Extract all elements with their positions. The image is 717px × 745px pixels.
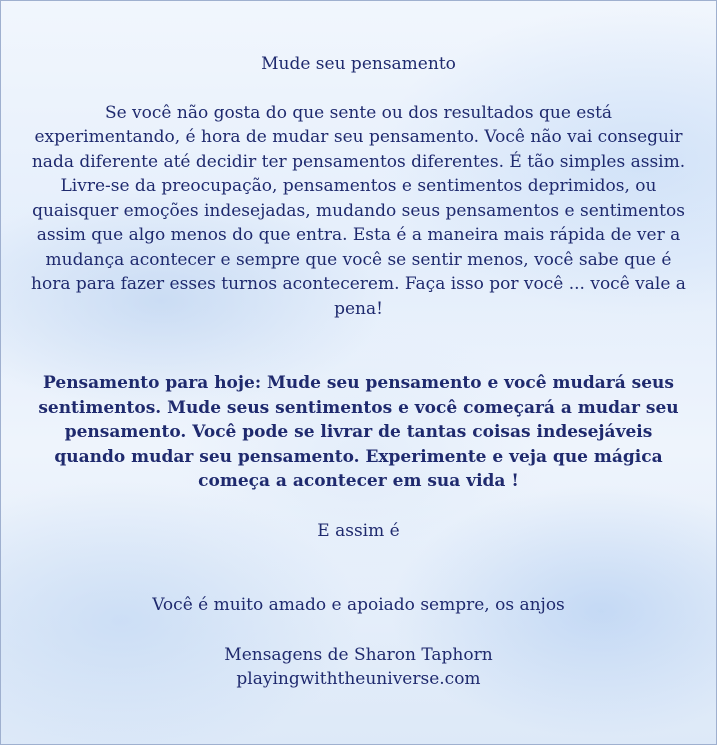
credit-author: Mensagens de Sharon Taphorn bbox=[224, 644, 493, 665]
message-body: Se você não gosta do que sente ou dos resultados que está experimentando, é hora de mudar seu pensamento. Você não vai conseguir nada diferente até decidir ter pensamentos diferentes. É tão simples assim. Livre-se da preocupação, pensamentos e sentimentos deprimidos, ou quaisquer emoções indesejadas, mudando seus pensamentos e sentimentos assim que algo menos do que entra. Esta é a maneira mais rápida de ver a mudança acontecer e sempre que você se sentir menos, você sabe que é hora para fazer esses turnos acontecerem. Faça isso por você ... você vale a pena! bbox=[31, 102, 686, 319]
message-content bbox=[31, 52, 686, 692]
thought-for-today: Pensamento para hoje: Mude seu pensamento e você mudará seus sentimentos. Mude seus sentimentos e você começará a mudar seu pensamento. Você pode se livrar de tantas coisas indesejáveis quando mudar seu pensamento. Experimente e veja que mágica começa a acontecer em sua vida ! bbox=[38, 373, 679, 491]
credit-website: playingwiththeuniverse.com bbox=[236, 669, 481, 689]
message-title: Mude seu pensamento bbox=[261, 54, 456, 74]
closing-line: E assim é bbox=[317, 520, 400, 541]
signoff-line: Você é muito amado e apoiado sempre, os anjos bbox=[152, 595, 565, 615]
